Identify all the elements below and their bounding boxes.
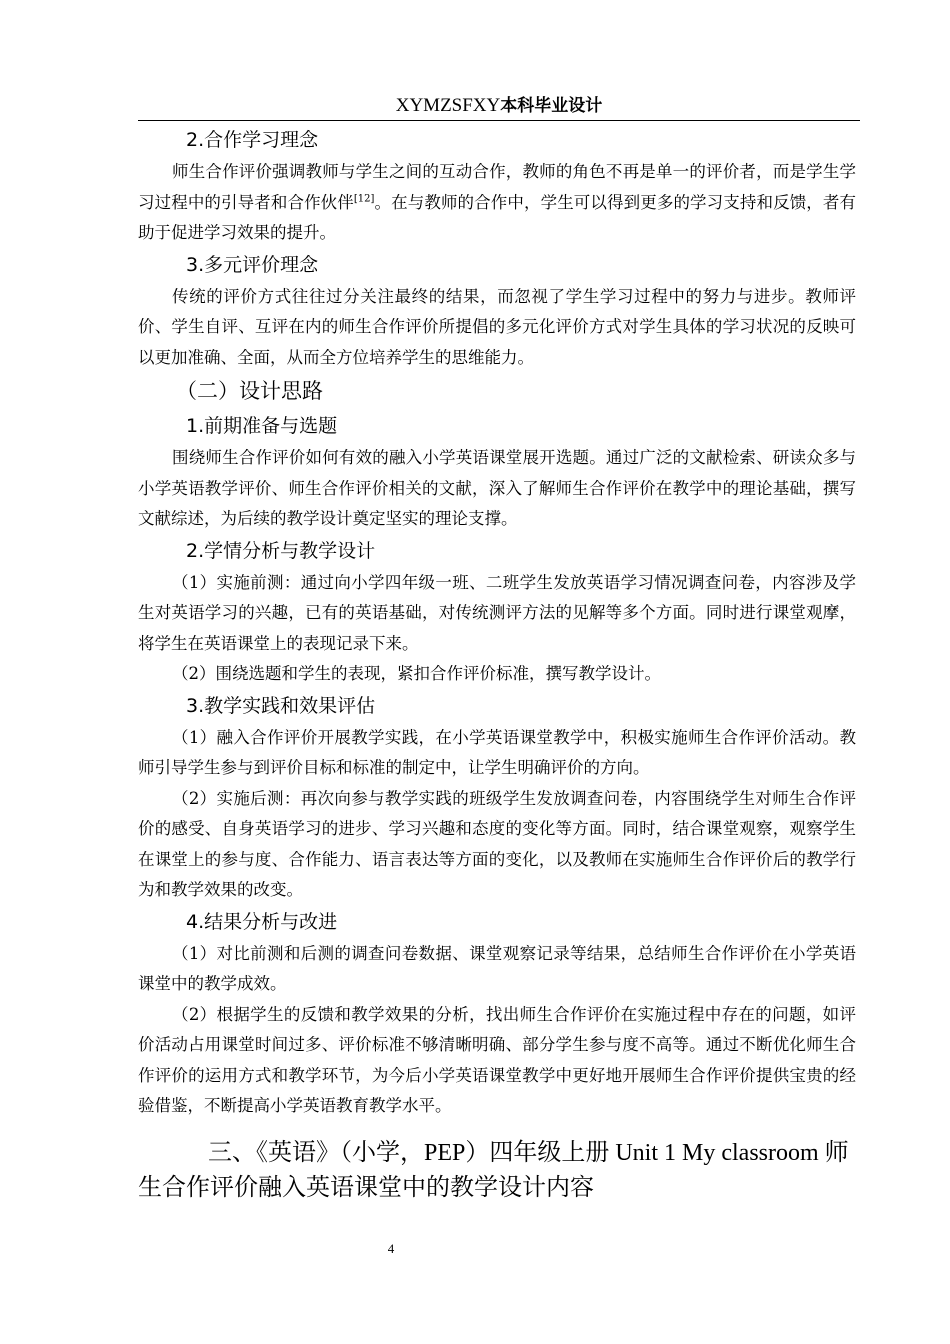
paragraph-teaching-design: （2）围绕选题和学生的表现，紧扣合作评价标准，撰写教学设计。 [172, 664, 661, 683]
paragraph-improvement: （2）根据学生的反馈和教学效果的分析，找出师生合作评价在实施过程中存在的问题，如评价活动占用课堂时间过多、评价标准不够清晰明确、部分学生参与度不高等。通过不断优化师生合作评价的运用方式和教学环节，为今后小学英语课堂教学中更好地开展师生合作评价提供宝贵的经验借鉴，不断提高小学英语教育教学水平。 [138, 1004, 856, 1115]
paragraph-pretest: （1）实施前测：通过向小学四年级一班、二班学生发放英语学习情况调查问卷，内容涉及学生对英语学习的兴趣，已有的英语基础，对传统测评方法的见解等多个方面。同时进行课堂观摩，将学生在英语课堂上的表现记录下来。 [138, 572, 856, 653]
header-chinese-text: 本科毕业设计 [500, 96, 603, 116]
paragraph-cooperative-learning [138, 157, 856, 249]
chapter-heading-teaching-design: 三、《英语》（小学，PEP）四年级上册 Unit 1 My classroom 师生合作评价融入英语课堂中的教学设计内容 [138, 1139, 849, 1201]
paragraph-posttest: （2）实施后测：再次向参与教学实践的班级学生发放调查问卷，内容围绕学生对师生合作评价的感受、自身英语学习的进步、学习兴趣和态度的变化等方面。同时，结合课堂观察，观察学生在课堂上的参与度、合作能力、语言表达等方面的变化，以及教师在实施师生合作评价后的教学行为和教学效果的改变。 [138, 788, 856, 899]
citation-12: [12] [353, 193, 375, 204]
page-body [138, 124, 856, 1206]
paragraph-text: 师生合作评价强调教师与学生之间的互动合作，教师的角色不再是单一的评价者，而是学生学习过程中的引导者和合作伙伴 [138, 162, 856, 212]
heading-learning-analysis: 2.学情分析与教学设计 [186, 539, 376, 562]
section-heading-design-ideas: （二）设计思路 [176, 379, 323, 403]
heading-multiple-evaluation: 3.多元评价理念 [186, 253, 319, 276]
header-rule [138, 120, 860, 121]
page-header [138, 93, 860, 119]
paragraph-practice: （1）融入合作评价开展教学实践，在小学英语课堂教学中，积极实施师生合作评价活动。教师引导学生参与到评价目标和标准的制定中，让学生明确评价的方向。 [138, 727, 856, 777]
paragraph-preparation: 围绕师生合作评价如何有效的融入小学英语课堂展开选题。通过广泛的文献检索、研读众多与小学英语教学评价、师生合作评价相关的文献，深入了解师生合作评价在教学中的理论基础，撰写文献综述，为后续的教学设计奠定坚实的理论支撑。 [138, 448, 856, 528]
heading-result-analysis: 4.结果分析与改进 [186, 910, 338, 933]
paragraph-multiple-evaluation: 传统的评价方式往往过分关注最终的结果，而忽视了学生学习过程中的努力与进步。教师评价、学生自评、互评在内的师生合作评价所提倡的多元化评价方式对学生具体的学习状况的反映可以更加准确、全面，从而全方位培养学生的思维能力。 [138, 286, 856, 367]
page-number: 4 [387, 1241, 395, 1256]
header-latin-text: XYMZSFXY [395, 95, 501, 116]
heading-cooperative-learning: 2.合作学习理念 [186, 129, 319, 151]
heading-preparation: 1.前期准备与选题 [186, 415, 338, 437]
heading-practice-evaluation: 3.教学实践和效果评估 [186, 694, 376, 717]
paragraph-comparison: （1）对比前测和后测的调查问卷数据、课堂观察记录等结果，总结师生合作评价在小学英语课堂中的教学成效。 [138, 943, 856, 993]
paragraph-text: 。在与教师的合作中，学生可以得到更多的学习支持和反馈，者有助于促进学习效果的提升。 [138, 192, 857, 242]
